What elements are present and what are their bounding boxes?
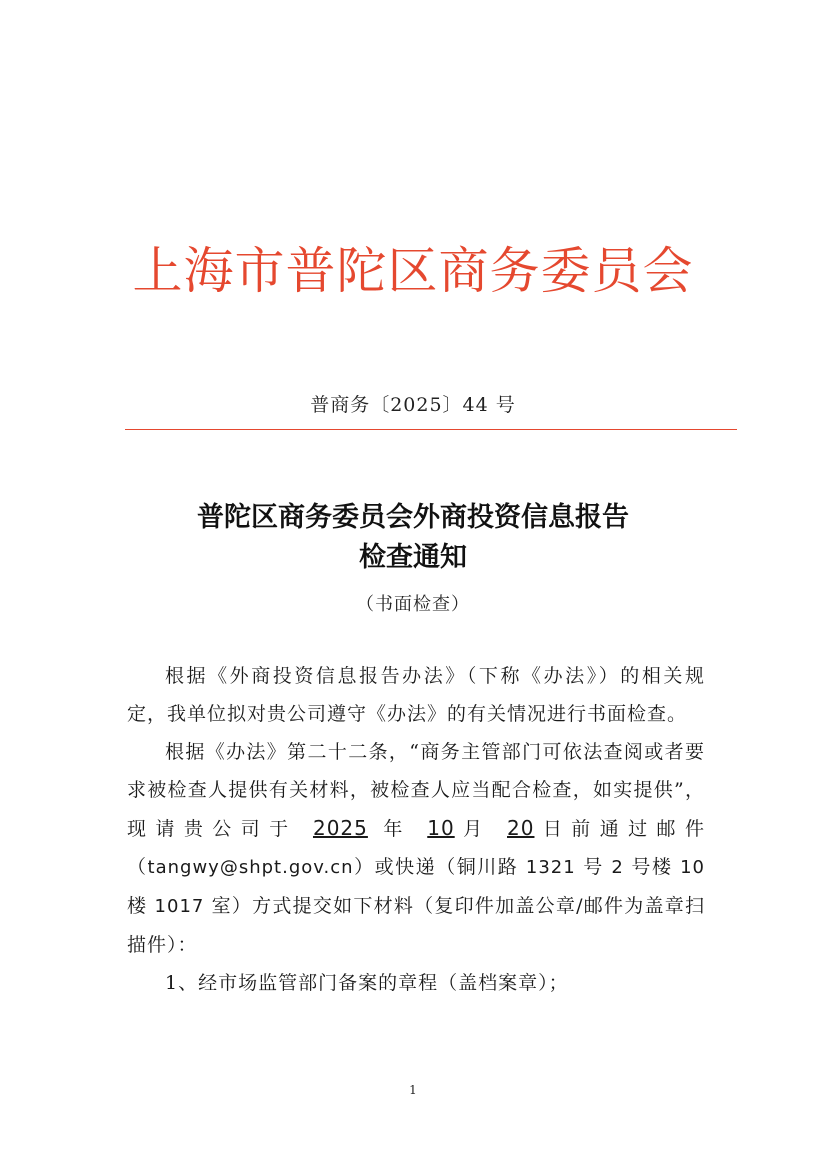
notice-subtitle: （书面检查）	[356, 594, 470, 615]
request-text-part-3: ）或快递（铜川路	[353, 856, 519, 878]
address-number: 1321	[525, 857, 576, 878]
notice-title-line-2: 检查通知	[359, 542, 467, 573]
request-text-part-6: 楼	[127, 895, 148, 917]
notice-title-line-1: 普陀区商务委员会外商投资信息报告	[197, 502, 629, 533]
notice-title	[0, 498, 826, 578]
paragraph-legal-basis: 根据《外商投资信息报告办法》（下称《办法》）的相关规定，我单位拟对贵公司遵守《办法》的有关情况进行书面检查。	[127, 665, 705, 725]
request-text-part-2: 日前通过邮件（	[127, 818, 705, 878]
request-text-part-5: 号楼	[631, 856, 673, 878]
document-number: 普商务〔2025〕44 号	[310, 394, 516, 416]
request-text-part-4: 号	[583, 856, 604, 878]
floor-number: 10	[680, 857, 705, 878]
request-text-part-1: 根据《办法》第二十二条，“商务主管部门可依法查阅或者要求被检查人提供有关材料，被检查人应当配合检查，如实提供”，现请贵公司于	[127, 741, 705, 840]
deadline-year: 2025	[312, 816, 368, 840]
room-number: 1017	[154, 896, 205, 917]
paragraph-request	[127, 733, 705, 964]
request-text-part-7: 室）方式提交如下材料（复印件加盖公章/邮件为盖章扫描件）：	[127, 895, 705, 956]
letterhead-title: 上海市普陀区商务委员会	[132, 242, 694, 300]
deadline-month-unit: 月	[454, 818, 492, 840]
building-number: 2	[611, 857, 624, 878]
deadline-month: 10	[427, 816, 455, 840]
deadline-year-unit: 年	[383, 818, 412, 840]
deadline-day: 20	[507, 816, 535, 840]
contact-email: tangwy@shpt.gov.cn	[147, 857, 354, 878]
page-number: 1	[409, 1083, 417, 1097]
notice-body	[127, 657, 705, 1002]
list-item-1: 1、经市场监管部门备案的章程（盖档案章）；	[165, 972, 569, 994]
red-divider-line	[125, 429, 737, 430]
